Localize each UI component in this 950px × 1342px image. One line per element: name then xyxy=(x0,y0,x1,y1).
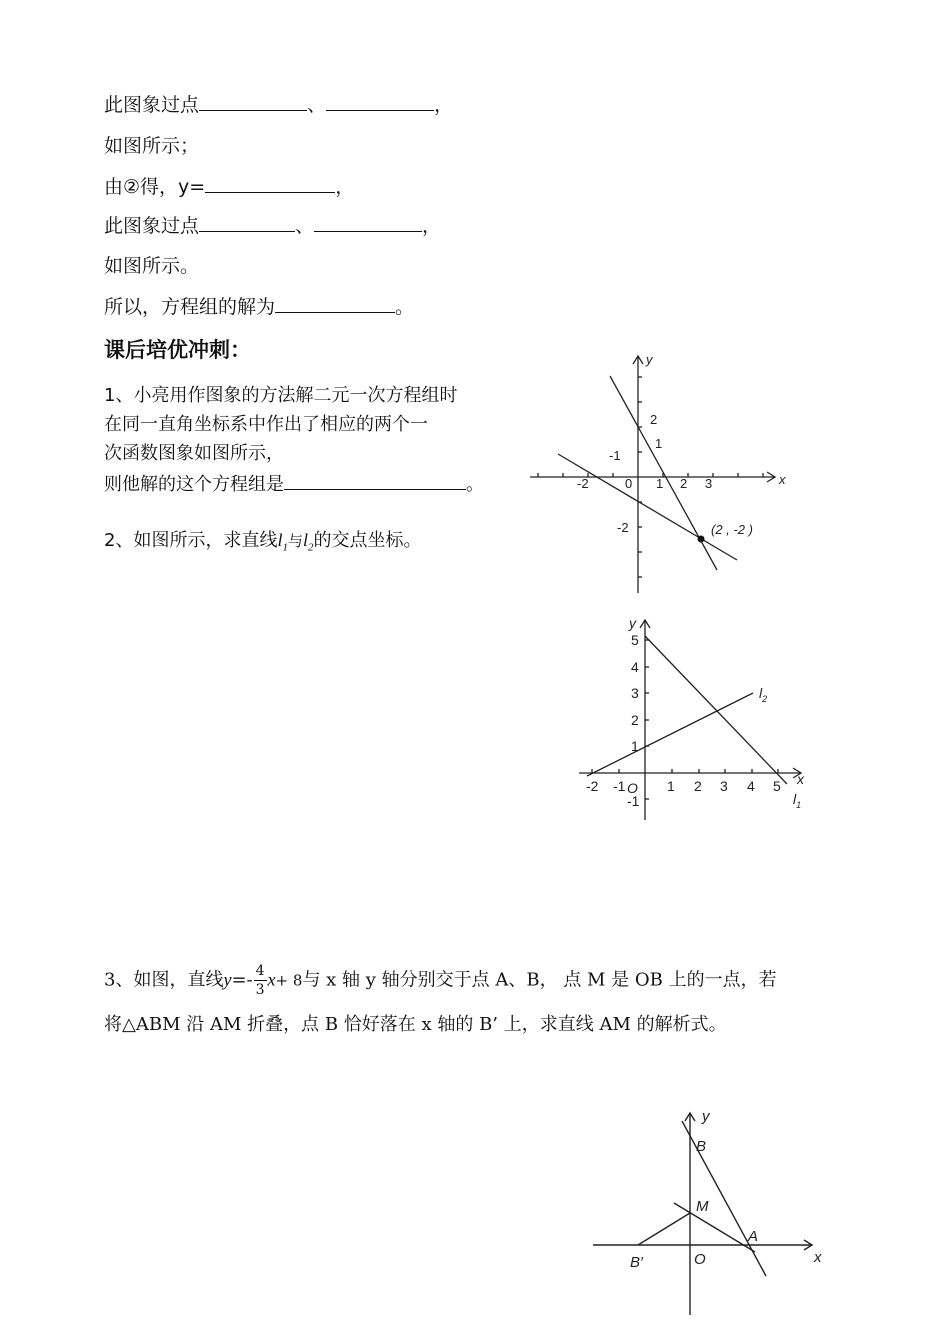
text: 、 xyxy=(295,215,315,237)
y-label: y xyxy=(646,352,653,367)
graph-1 xyxy=(525,348,795,598)
y-tick-label: 2 xyxy=(631,712,639,728)
text: 。 xyxy=(466,474,484,495)
q1-line3: 次函数图象如图所示， xyxy=(104,443,284,464)
l1-label xyxy=(793,791,801,810)
fill-line-2 xyxy=(104,134,199,158)
origin-label: O xyxy=(627,780,638,796)
point-label: (2 , -2 ) xyxy=(711,522,753,537)
q2-text xyxy=(104,528,422,560)
line-l2 xyxy=(587,693,753,776)
line-l1 xyxy=(645,636,787,784)
x-label: x xyxy=(797,771,804,787)
text: 此图象过点 xyxy=(104,215,200,237)
y-tick-label: -1 xyxy=(609,448,621,463)
q1-line4 xyxy=(104,471,484,497)
l1-sub: 1 xyxy=(796,800,802,810)
text: 与 x 轴 y 轴分别交于点 A、B， 点 M 是 OB 上的一点，若 xyxy=(302,969,777,991)
eq-x: x xyxy=(267,969,276,990)
fraction xyxy=(254,962,267,999)
graph-2 xyxy=(575,612,815,827)
frac-num: 4 xyxy=(255,963,265,979)
y-tick-label: 1 xyxy=(655,436,663,451)
x-label: x xyxy=(814,1249,822,1266)
label-B: B xyxy=(696,1138,707,1155)
text: 此图象过点 xyxy=(104,94,200,116)
y-label: y xyxy=(702,1108,710,1125)
y-tick-label: 2 xyxy=(650,412,658,427)
blank xyxy=(275,294,395,313)
y-tick-label: 1 xyxy=(631,738,639,754)
blank xyxy=(205,174,335,193)
x-tick-label: 1 xyxy=(656,476,664,491)
blank xyxy=(326,92,434,111)
q3-line1 xyxy=(104,962,777,999)
q3-line2: 将△ABM 沿 AM 折叠，点 B 恰好落在 x 轴的 B’ 上，求直线 AM 的解析式。 xyxy=(104,1014,727,1035)
fill-line-6 xyxy=(104,294,414,319)
text: 如图所示； xyxy=(104,135,200,157)
x-tick-label: 3 xyxy=(705,476,713,491)
fill-line-5 xyxy=(104,254,199,278)
l1-symbol xyxy=(277,530,288,554)
q1-line1: 1、小亮用作图象的方法解二元一次方程组时 xyxy=(104,385,458,406)
x-tick-label: 5 xyxy=(773,778,781,794)
l1-letter: l xyxy=(277,530,283,550)
origin-label: 0 xyxy=(625,476,633,491)
text: 3、如图，直线 xyxy=(104,969,224,991)
graph-3 xyxy=(590,1105,850,1320)
text: 由②得，y= xyxy=(104,176,206,198)
line-BpM xyxy=(638,1213,690,1245)
y-tick-label: 4 xyxy=(631,659,639,675)
text: 、 xyxy=(307,94,327,116)
x-label: x xyxy=(779,472,786,487)
l1-sub: 1 xyxy=(282,541,288,554)
x-tick-label: 4 xyxy=(747,778,755,794)
text: ， xyxy=(434,94,454,116)
l1-letter: l xyxy=(793,791,797,807)
l2-sub: 2 xyxy=(762,694,768,704)
y-tick-label: 3 xyxy=(631,685,639,701)
fill-line-4 xyxy=(104,213,441,238)
label-A: A xyxy=(748,1228,759,1245)
intersection-point xyxy=(698,536,705,543)
q1-line2: 在同一直角坐标系中作出了相应的两个一 xyxy=(104,414,428,435)
l2-sub: 2 xyxy=(308,541,314,554)
x-tick-label: 2 xyxy=(680,476,688,491)
y-label: y xyxy=(629,615,636,631)
eq-y: y xyxy=(223,969,232,990)
blank xyxy=(284,471,466,490)
l2-label xyxy=(759,685,767,704)
origin-label: O xyxy=(694,1251,706,1268)
text: 的交点坐标。 xyxy=(313,530,422,551)
x-tick-label: 1 xyxy=(667,778,675,794)
section-heading: 课后培优冲刺： xyxy=(104,338,251,362)
blank xyxy=(199,92,307,111)
eq-sign: =- xyxy=(231,969,253,991)
y-tick-label: -1 xyxy=(627,793,640,809)
label-M: M xyxy=(696,1198,709,1215)
l2-letter: l xyxy=(302,530,308,550)
eq-const: + 8 xyxy=(275,971,303,990)
text: ， xyxy=(422,215,442,237)
x-tick-label: -2 xyxy=(586,778,599,794)
y-tick-label: -2 xyxy=(617,520,629,535)
text: 如图所示。 xyxy=(104,255,200,277)
fill-line-3 xyxy=(104,174,354,199)
text: 所以，方程组的解为 xyxy=(104,296,276,318)
l2-symbol xyxy=(302,530,314,554)
x-tick-label: 2 xyxy=(694,778,702,794)
x-tick-label: -2 xyxy=(577,476,589,491)
label-Bprime: B′ xyxy=(630,1254,643,1271)
text: 则他解的这个方程组是 xyxy=(104,474,284,495)
fill-line-1 xyxy=(104,92,453,117)
text: 。 xyxy=(395,296,415,318)
x-tick-label: 3 xyxy=(720,778,728,794)
x-tick-label: -1 xyxy=(613,778,626,794)
text: ， xyxy=(335,176,355,198)
text: 与 xyxy=(287,532,303,550)
blank xyxy=(199,213,295,232)
blank xyxy=(314,213,422,232)
y-tick-label: 5 xyxy=(631,632,639,648)
l2-letter: l xyxy=(759,685,763,701)
frac-den: 3 xyxy=(255,982,265,998)
line-shallow xyxy=(558,454,737,560)
text: 2、如图所示，求直线 xyxy=(104,530,278,551)
